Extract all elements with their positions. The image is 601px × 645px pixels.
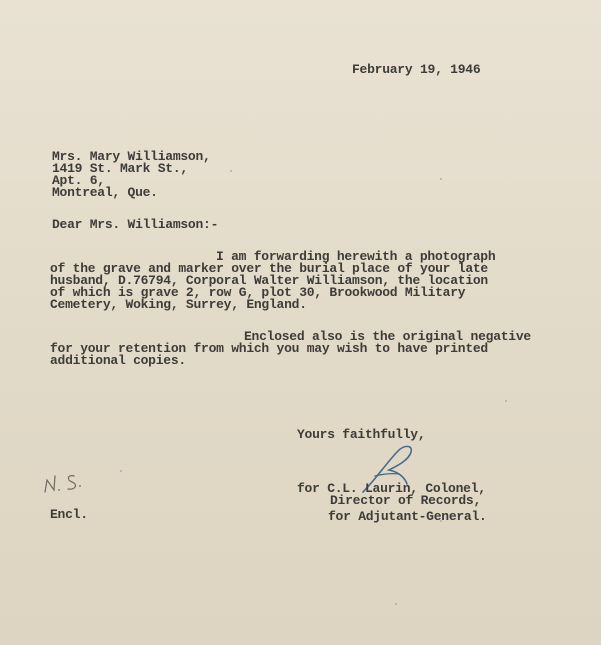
- paper-speck: [440, 178, 442, 180]
- paper-speck: [120, 470, 122, 472]
- recipient-street: 1419 St. Mark St.,: [52, 161, 188, 176]
- paragraph2-line: Enclosed also is the original negative: [244, 329, 531, 344]
- signature-line: for C.L. Laurin, Colonel,: [297, 481, 486, 496]
- signature-line: Director of Records,: [330, 493, 482, 508]
- paragraph2-line: for your retention from which you may wish to have printed: [50, 341, 488, 356]
- paragraph1-line: of the grave and marker over the burial place of your late: [50, 261, 488, 276]
- recipient-apt: Apt. 6,: [52, 173, 105, 188]
- closing: Yours faithfully,: [297, 427, 426, 442]
- paper-speck: [505, 400, 507, 402]
- salutation: Dear Mrs. Williamson:-: [52, 217, 219, 232]
- paragraph1-line: of which is grave 2, row G, plot 30, Brookwood Military: [50, 285, 466, 300]
- enclosure-note: Encl.: [50, 507, 88, 522]
- signature-line: for Adjutant-General.: [328, 509, 487, 524]
- paragraph2-line: additional copies.: [50, 353, 186, 368]
- paper-speck: [230, 170, 232, 172]
- recipient-city: Montreal, Que.: [52, 185, 158, 200]
- letter-date: February 19, 1946: [352, 62, 481, 77]
- recipient-name: Mrs. Mary Williamson,: [52, 149, 211, 164]
- paragraph1-line: husband, D.76794, Corporal Walter Williamson, the location: [50, 273, 488, 288]
- paragraph1-line: Cemetery, Woking, Surrey, England.: [50, 297, 307, 312]
- paper-speck: [395, 603, 397, 605]
- paragraph1-line: I am forwarding herewith a photograph: [216, 249, 496, 264]
